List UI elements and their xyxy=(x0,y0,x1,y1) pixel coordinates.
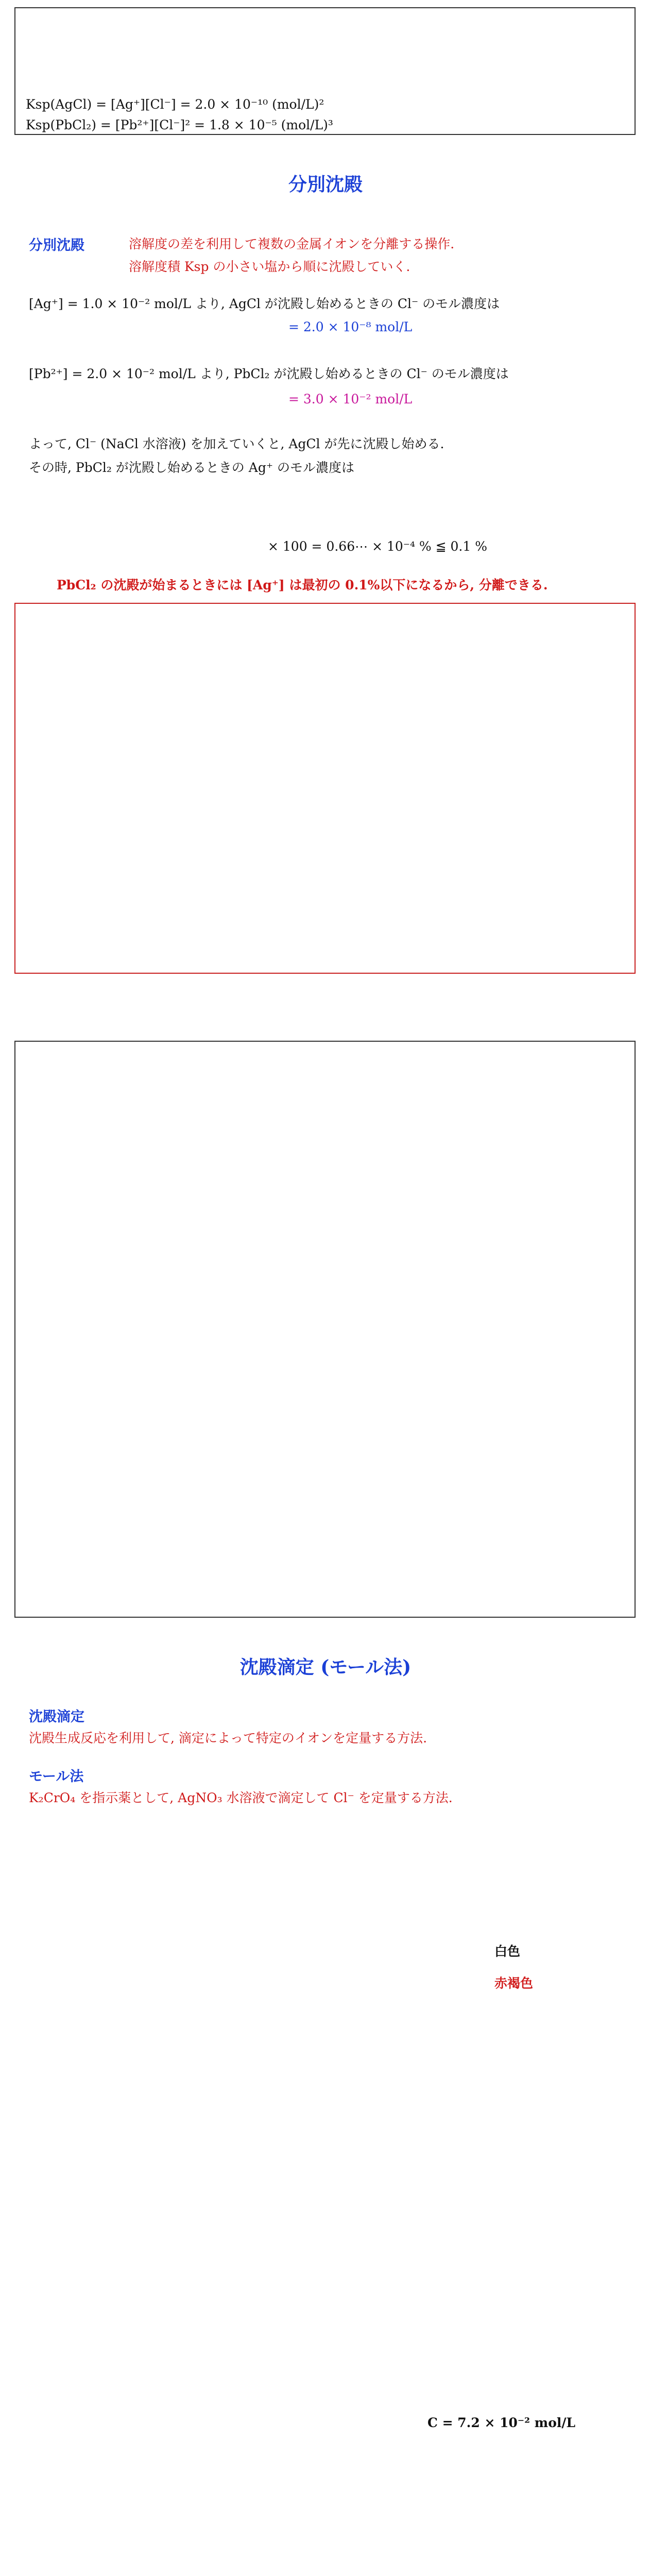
label-fractional-precipitation: 分別沈殿 xyxy=(29,238,84,253)
mohr-method-desc: K₂CrO₄ を指示薬として, AgNO₃ 水溶液で滴定して Cl⁻ を定量する方法. xyxy=(29,1790,453,1805)
fractional-precipitation-notes-box xyxy=(14,603,636,974)
ag-at-pbcl2-statement: その時, PbCl₂ が沈殿し始めるときの Ag⁺ のモル濃度は xyxy=(29,460,354,475)
ag-concentration-statement: [Ag⁺] = 1.0 × 10⁻² mol/L より, AgCl が沈殿し始めるときの Cl⁻ のモル濃度は xyxy=(29,296,500,311)
mohr-problem-box xyxy=(14,1041,636,1618)
agcl-color: 白色 xyxy=(494,1944,521,1959)
ratio-result: × 100 = 0.66⋯ × 10⁻⁴ % ≦ 0.1 % xyxy=(268,539,487,554)
label-mohr-method: モール法 xyxy=(29,1769,84,1785)
ag2cro4-color: 赤褐色 xyxy=(494,1976,534,1991)
pb-concentration-statement: [Pb²⁺] = 2.0 × 10⁻² mol/L より, PbCl₂ が沈殿し始めるときの Cl⁻ のモル濃度は xyxy=(29,366,509,381)
ksp-agcl-line: Ksp(AgCl) = [Ag⁺][Cl⁻] = 2.0 × 10⁻¹⁰ (mol/L)² xyxy=(26,97,324,112)
heading-fractional-precipitation: 分別沈殿 xyxy=(288,174,363,195)
heading-precipitation-titration: 沈殿滴定 (モール法) xyxy=(239,1656,412,1678)
concentration-answer: C = 7.2 × 10⁻² mol/L xyxy=(427,2415,576,2430)
ksp-pbcl2-line: Ksp(PbCl₂) = [Pb²⁺][Cl⁻]² = 1.8 × 10⁻⁵ (mol/L)³ xyxy=(26,117,333,132)
cl-agcl-result: = 2.0 × 10⁻⁸ mol/L xyxy=(288,319,413,334)
precipitation-titration-desc: 沈殿生成反応を利用して, 滴定によって特定のイオンを定量する方法. xyxy=(29,1731,427,1745)
cl-pbcl2-result: = 3.0 × 10⁻² mol/L xyxy=(288,392,413,406)
intro-problem-box xyxy=(14,7,636,135)
fractional-precipitation-desc2: 溶解度積 Ksp の小さい塩から順に沈殿していく. xyxy=(129,259,410,274)
precipitation-order-statement: よって, Cl⁻ (NaCl 水溶液) を加えていくと, AgCl が先に沈殿し始める. xyxy=(29,436,444,451)
fractional-precipitation-desc1: 溶解度の差を利用して複数の金属イオンを分離する操作. xyxy=(129,236,455,251)
label-precipitation-titration: 沈殿滴定 xyxy=(29,1709,84,1725)
separation-conclusion: PbCl₂ の沈殿が始まるときには [Ag⁺] は最初の 0.1%以下になるから, 分離できる. xyxy=(57,578,548,592)
